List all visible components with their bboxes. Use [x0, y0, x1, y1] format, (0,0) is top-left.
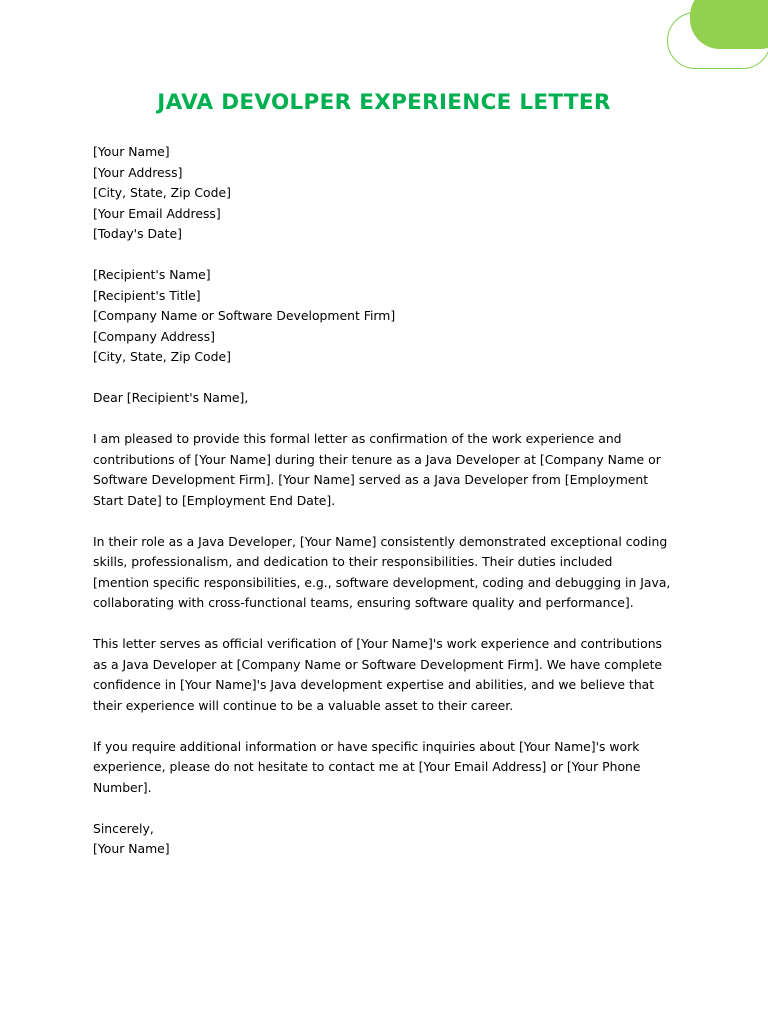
paragraph-line: experience, please do not hesitate to contact me at [Your Email Address] or [Your Phone: [93, 759, 641, 774]
paragraph-line: This letter serves as official verification of [Your Name]'s work experience and contributions: [93, 636, 662, 651]
paragraph-line: their experience will continue to be a valuable asset to their career.: [93, 697, 514, 713]
paragraph-line: confidence in [Your Name]'s Java development expertise and abilities, and we believe that: [93, 677, 655, 692]
paragraph-line: as a Java Developer at [Company Name or Software Development Firm]. We have complete: [93, 656, 663, 672]
paragraph-role: [93, 532, 683, 614]
paragraph-contact: [93, 737, 683, 799]
sender-line: [Your Email Address]: [93, 205, 221, 221]
recipient-block: [93, 265, 683, 368]
sender-line: [Your Name]: [93, 144, 170, 159]
salutation: Dear [Recipient's Name],: [93, 390, 249, 405]
paragraph-line: Number].: [93, 779, 152, 795]
paragraph-verification: [93, 634, 683, 716]
corner-decoration: [0, 0, 768, 80]
paragraph-line: [mention specific responsibilities, e.g., software development, coding and debugging in Java,: [93, 574, 671, 590]
recipient-line: [Company Name or Software Development Firm]: [93, 308, 396, 323]
paragraph-line: I am pleased to provide this formal letter as confirmation of the work experience and: [93, 431, 622, 446]
paragraph-line: skills, professionalism, and dedication to their responsibilities. Their duties included: [93, 554, 613, 569]
recipient-line: [City, State, Zip Code]: [93, 349, 231, 364]
decoration-outline-shape: [667, 12, 768, 69]
sender-line: [Your Address]: [93, 164, 183, 180]
signature: [Your Name]: [93, 841, 170, 856]
paragraph-line: In their role as a Java Developer, [Your Name] consistently demonstrated exceptional coding: [93, 533, 668, 549]
sender-line: [City, State, Zip Code]: [93, 185, 231, 200]
paragraph-confirmation: [93, 429, 683, 511]
recipient-line: [Recipient's Name]: [93, 267, 211, 282]
paragraph-line: If you require additional information or have specific inquiries about [Your Name]'s work: [93, 738, 640, 754]
letter-body: [93, 142, 683, 860]
letter-title: JAVA DEVOLPER EXPERIENCE LETTER: [157, 90, 611, 115]
sender-block: [93, 142, 683, 245]
recipient-line: [Company Address]: [93, 328, 215, 344]
closing: Sincerely,: [93, 820, 154, 836]
recipient-line: [Recipient's Title]: [93, 287, 201, 303]
decoration-filled-shape: [690, 0, 768, 49]
paragraph-line: Software Development Firm]. [Your Name] served as a Java Developer from [Employment: [93, 472, 649, 487]
paragraph-line: contributions of [Your Name] during their tenure as a Java Developer at [Company Name or: [93, 451, 661, 467]
sender-line: [Today's Date]: [93, 226, 182, 241]
paragraph-line: collaborating with cross-functional teams, ensuring software quality and performance].: [93, 595, 634, 610]
paragraph-line: Start Date] to [Employment End Date].: [93, 492, 336, 508]
